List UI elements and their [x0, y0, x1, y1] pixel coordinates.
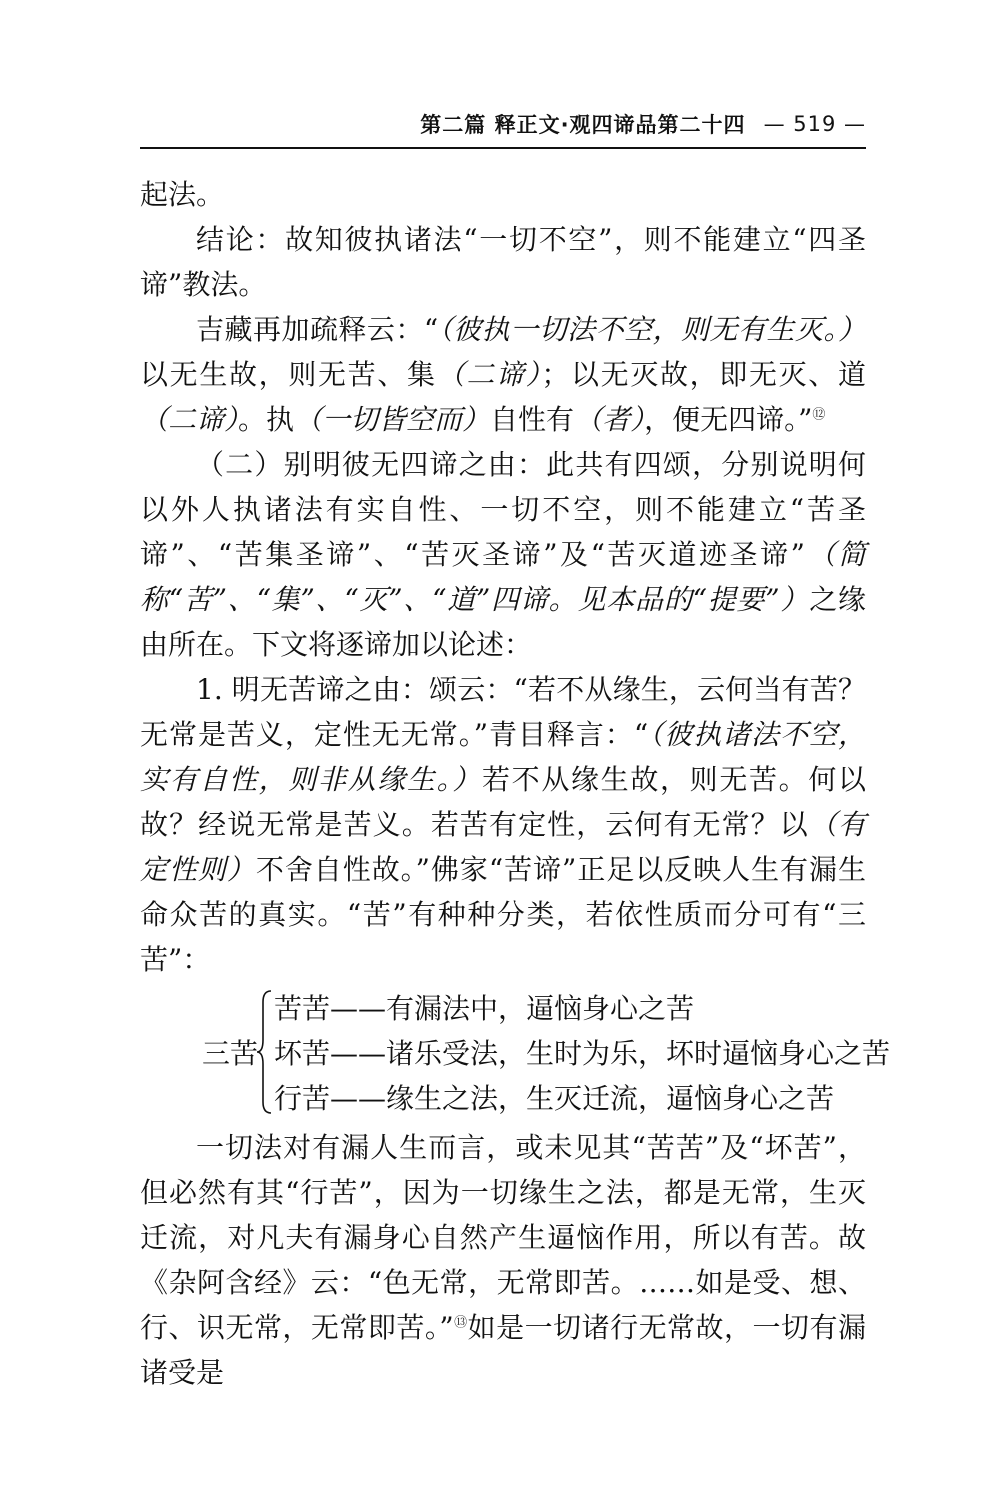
text-run: 之缘由所在。下文将逐谛加以论述： — [140, 583, 866, 661]
text-run: 吉藏再加疏释云：“ — [196, 313, 439, 346]
text-run: ；以无灭故，即无灭、道 — [541, 358, 866, 391]
curly-brace-icon — [255, 988, 275, 1116]
text-run: 如是一切诸行无常故，一切有漏诸受是 — [140, 1311, 866, 1389]
annotation: （二谛） — [140, 403, 239, 436]
list-item: 行苦——缘生之法，生灭迁流，逼恼身心之苦 — [274, 1082, 835, 1115]
text-run: 若不从缘生故，则无苦。何以故？经说无常是苦义。若苦有定性，云何有无常？以 — [140, 763, 866, 841]
text-run: ，便无四谛。” — [644, 403, 813, 436]
body-text — [140, 172, 891, 1395]
paragraph-conclusion: 结论：故知彼执诸法“一切不空”，则不能建立“四圣谛”教法。 — [140, 223, 866, 301]
paragraph-conditioned-suffering — [140, 1125, 866, 1395]
paragraph-section-two — [140, 442, 866, 667]
text-run: （二）别明彼无四谛之由：此共有四颂，分别说明何以外人执诸法有实自性、一切不空，则不能建立“苦圣谛”、“苦集圣谛”、“苦灭圣谛”及“苦灭道迹圣谛” — [140, 448, 866, 571]
three-sufferings-diagram — [140, 986, 891, 1121]
page-number: — 519 — — [763, 112, 866, 136]
text-run: 一切法对有漏人生而言，或未见其“苦苦”及“坏苦”，但必然有其“行苦”，因为一切缘生之法，都是无常，生灭迁流，对凡夫有漏身心自然产生逼恼作用，所以有苦。故《杂阿含经》云：“色无常，无常即苦。……如是受、想、行、识无常，无常即苦。” — [140, 1131, 866, 1344]
running-title: 第二篇 释正文·观四谛品第二十四 — [420, 113, 746, 137]
annotation: （简称“苦”、“集”、“灭”、“道”四谛。见本品的“提要”） — [140, 538, 866, 616]
list-item: 坏苦——诸乐受法，生时为乐，坏时逼恼身心之苦 — [274, 1037, 891, 1070]
list-item: 苦苦——有漏法中，逼恼身心之苦 — [274, 992, 695, 1025]
annotation: （彼执诸法不空，实有自性，则非从缘生。） — [140, 718, 866, 796]
text-run: 自性有 — [490, 403, 575, 436]
text-run: 1. 明无苦谛之由：颂云：“若不从缘生，云何当有苦？无常是苦义，定性无无常。”青目释言：“ — [140, 673, 866, 751]
annotation: （有定性则） — [140, 808, 866, 886]
running-header — [140, 104, 866, 144]
annotation: （者） — [574, 403, 645, 436]
annotation: （二谛） — [436, 358, 542, 391]
paragraph-1: 起法。 — [140, 178, 225, 211]
three-sufferings-list — [274, 986, 890, 1121]
annotation: （一切皆空而） — [294, 403, 491, 436]
footnote-marker: ⑫ — [812, 407, 826, 423]
text-run: 。执 — [238, 403, 295, 436]
three-sufferings-label: 三苦 — [202, 1037, 259, 1070]
footnote-marker: ⑬ — [453, 1315, 468, 1331]
header-rule — [140, 147, 866, 149]
paragraph-jizang — [140, 307, 866, 442]
text-run: 以无生故，则无苦、集 — [140, 358, 437, 391]
text-run: 不舍自性故。”佛家“苦谛”正足以反映人生有漏生命众苦的真实。“苦”有种种分类，若依性质而分可有“三苦”： — [140, 853, 866, 976]
annotation: （彼执一切法不空，则无有生灭。） — [438, 313, 866, 346]
paragraph-suffering-truth — [140, 667, 866, 982]
